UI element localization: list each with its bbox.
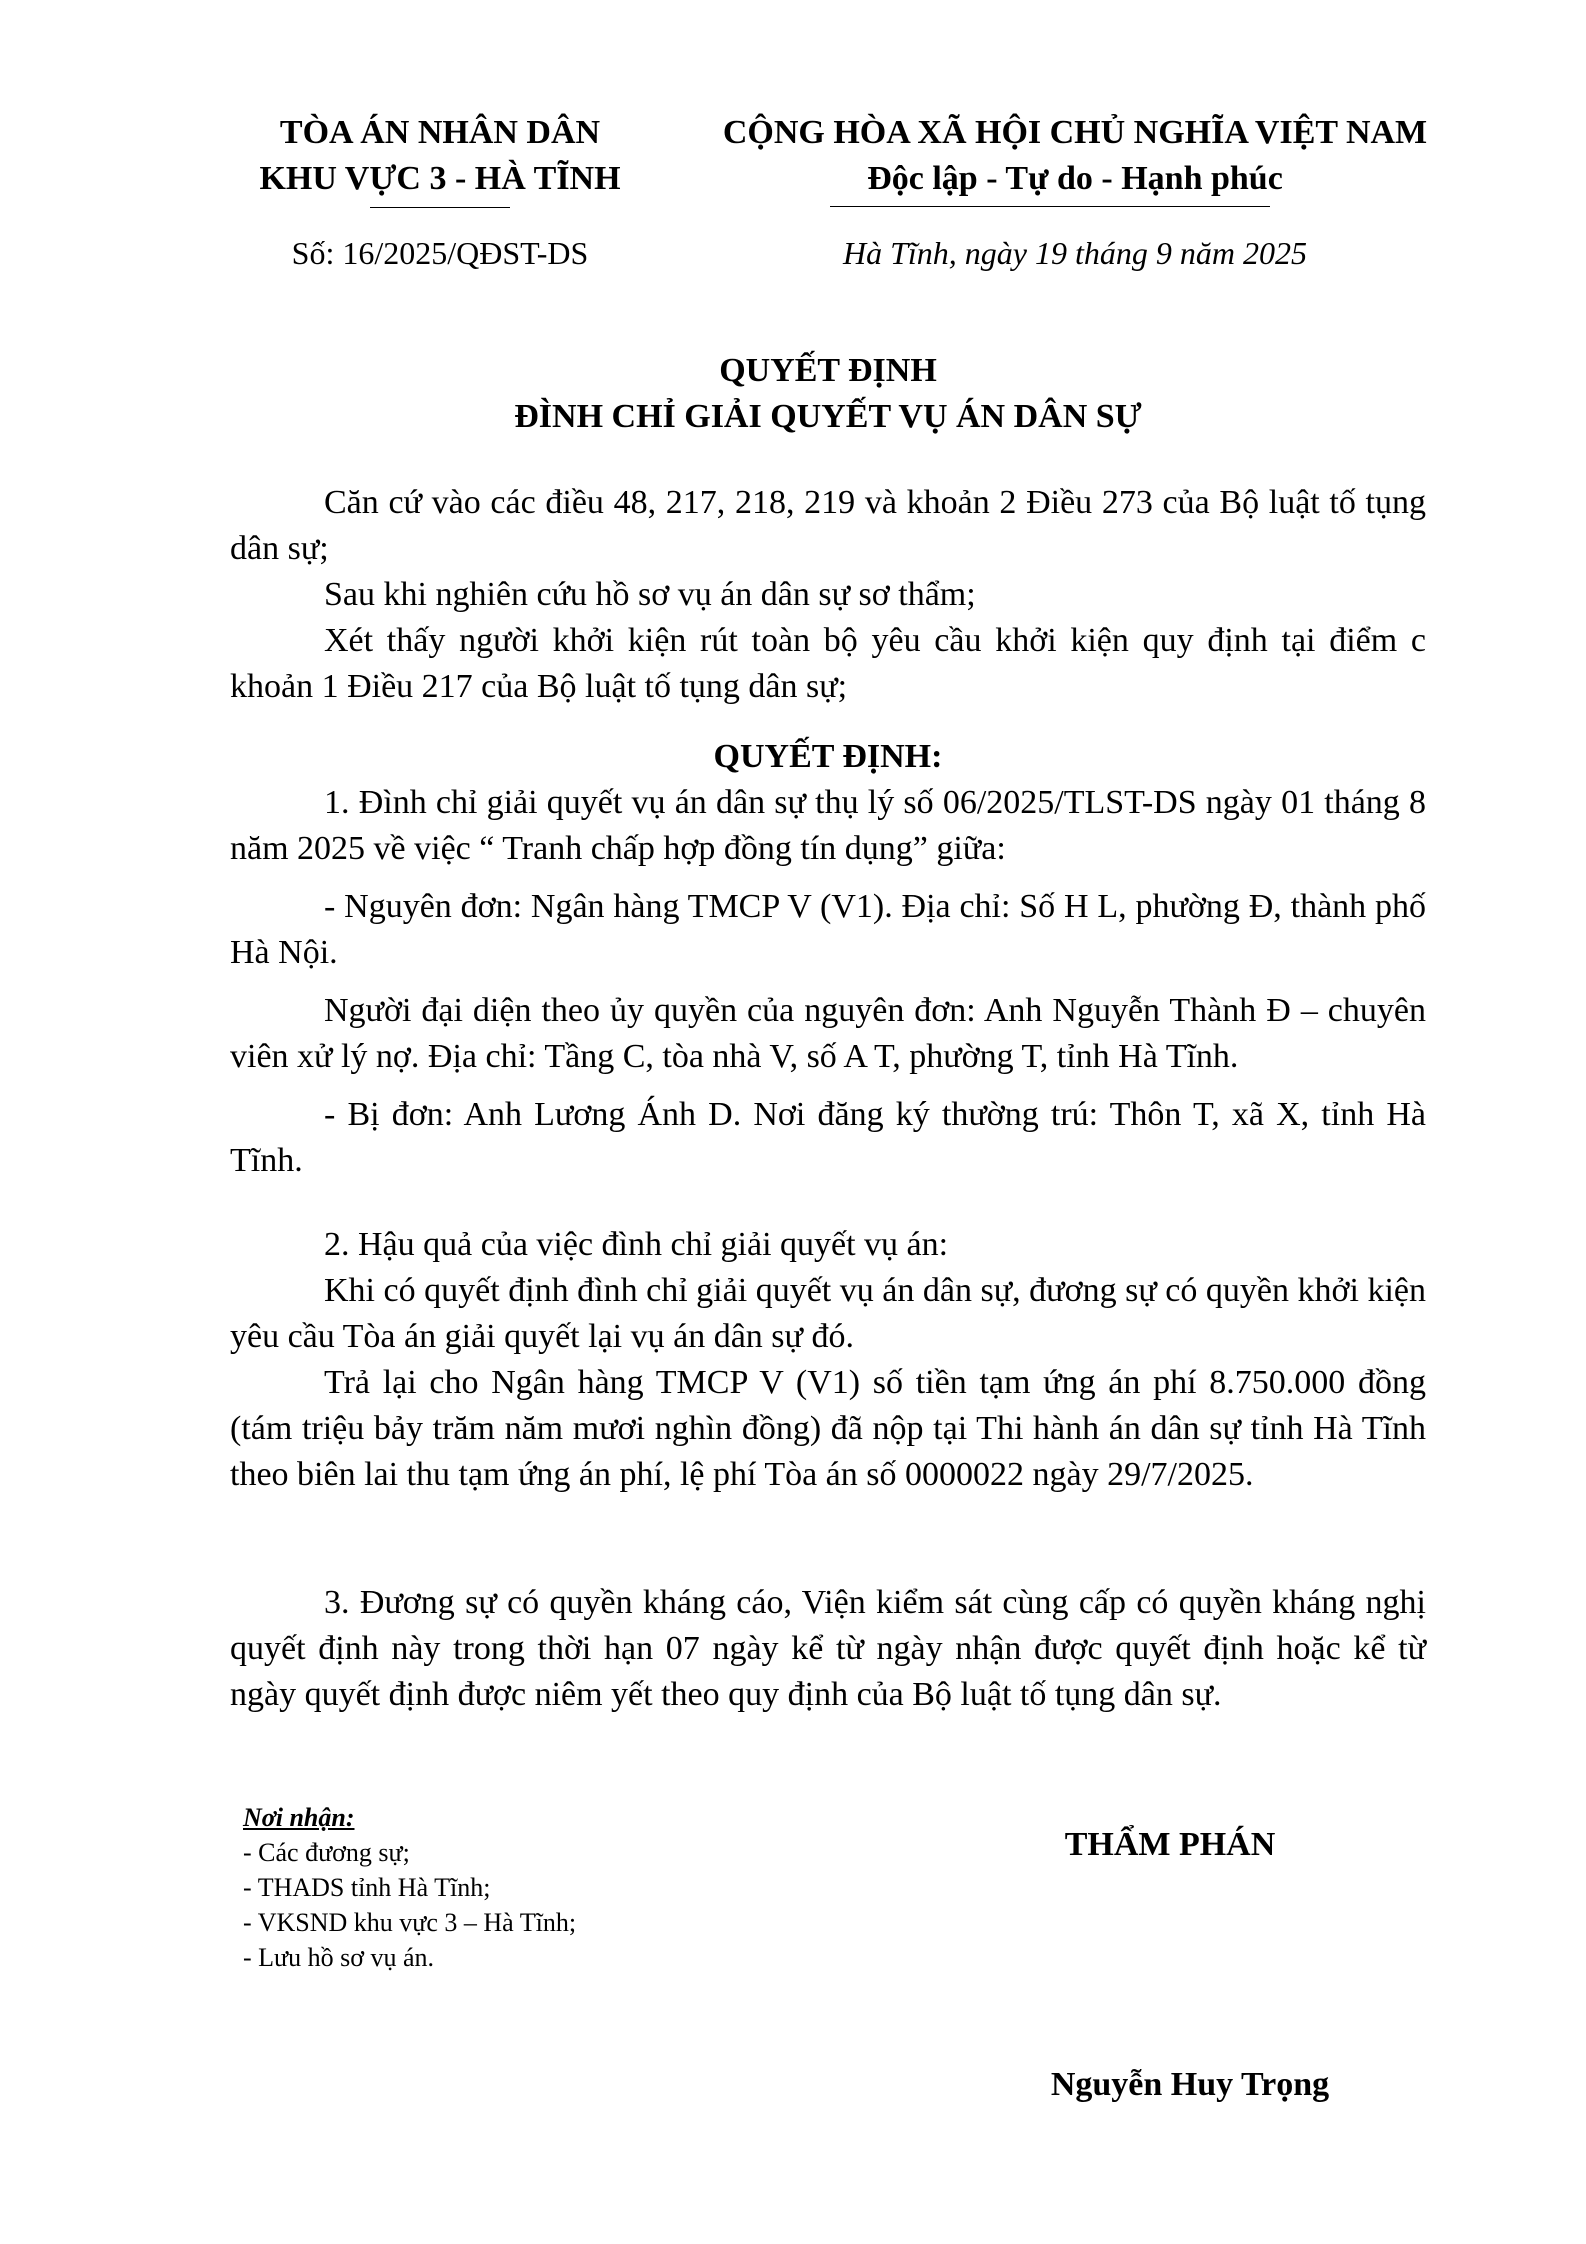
national-motto-underline [830, 206, 1270, 207]
court-name-underline [370, 207, 510, 208]
recipients-heading: Nơi nhận: [243, 1803, 355, 1832]
decision-heading: QUYẾT ĐỊNH: [713, 738, 943, 775]
preamble [230, 480, 1426, 710]
court-name-line2: KHU VỰC 3 - HÀ TĨNH [259, 160, 621, 197]
recipients [243, 1800, 576, 1975]
decision-item1-block [230, 780, 1426, 1184]
signer-name: Nguyễn Huy Trọng [1050, 2066, 1330, 2103]
decision-item2-right-to-sue: Khi có quyết định đình chỉ giải quyết vụ án dân sự, đương sự có quyền khởi kiện yêu cầu Tòa án giải quyết lại vụ án dân sự đó. [230, 1272, 1426, 1355]
signer-role: THẨM PHÁN [1064, 1826, 1276, 1863]
national-name: CỘNG HÒA XÃ HỘI CHỦ NGHĨA VIỆT NAM [722, 114, 1428, 151]
place-date: Hà Tĩnh, ngày 19 tháng 9 năm 2025 [843, 235, 1307, 271]
title-line1: QUYẾT ĐỊNH [719, 352, 937, 389]
recipient-item: - THADS tỉnh Hà Tĩnh; [243, 1873, 491, 1902]
defendant: - Bị đơn: Anh Lương Ánh D. Nơi đăng ký thường trú: Thôn T, xã X, tỉnh Hà Tĩnh. [230, 1096, 1426, 1179]
decision-item2-block [230, 1222, 1426, 1498]
court-name-block [220, 110, 660, 202]
national-motto: Độc lập - Tự do - Hạnh phúc [867, 160, 1283, 197]
court-name-line1: TÒA ÁN NHÂN DÂN [279, 114, 601, 151]
preamble-consideration: Xét thấy người khởi kiện rút toàn bộ yêu cầu khởi kiện quy định tại điểm c khoản 1 Điều 217 của Bộ luật tố tụng dân sự; [230, 622, 1426, 705]
title-line2: ĐÌNH CHỈ GIẢI QUYẾT VỤ ÁN DÂN SỰ [514, 398, 1142, 435]
document-number: Số: 16/2025/QĐST-DS [291, 235, 589, 271]
decision-item1: 1. Đình chỉ giải quyết vụ án dân sự thụ lý số 06/2025/TLST-DS ngày 01 tháng 8 năm 2025 về việc “ Tranh chấp hợp đồng tín dụng” giữa: [230, 784, 1426, 867]
national-motto-block [690, 110, 1460, 202]
document-title [230, 348, 1426, 440]
preamble-legal-basis: Căn cứ vào các điều 48, 217, 218, 219 và khoản 2 Điều 273 của Bộ luật tố tụng dân sự; [230, 484, 1426, 567]
preamble-review: Sau khi nghiên cứu hồ sơ vụ án dân sự sơ thẩm; [324, 576, 976, 613]
decision-item2-fee-refund: Trả lại cho Ngân hàng TMCP V (V1) số tiền tạm ứng án phí 8.750.000 đồng (tám triệu bảy trăm năm mươi nghìn đồng) đã nộp tại Thi hành án dân sự tỉnh Hà Tĩnh theo biên lai thu tạm ứng án phí, lệ phí Tòa án số 0000022 ngày 29/7/2025. [230, 1364, 1426, 1493]
recipient-item: - Các đương sự; [243, 1838, 410, 1867]
decision-item3: 3. Đương sự có quyền kháng cáo, Viện kiểm sát cùng cấp có quyền kháng nghị quyết định này trong thời hạn 07 ngày kể từ ngày nhận được quyết định hoặc kể từ ngày quyết định được niêm yết theo quy định của Bộ luật tố tụng dân sự. [230, 1584, 1426, 1713]
decision-item3-block [230, 1580, 1426, 1718]
recipient-item: - Lưu hồ sơ vụ án. [243, 1943, 435, 1972]
recipient-item: - VKSND khu vực 3 – Hà Tĩnh; [243, 1908, 577, 1937]
decision-item2: 2. Hậu quả của việc đình chỉ giải quyết vụ án: [324, 1226, 949, 1263]
plaintiff-representative: Người đại diện theo ủy quyền của nguyên đơn: Anh Nguyễn Thành Đ – chuyên viên xử lý nợ. Địa chỉ: Tầng C, tòa nhà V, số A T, phường T, tỉnh Hà Tĩnh. [230, 992, 1426, 1075]
plaintiff: - Nguyên đơn: Ngân hàng TMCP V (V1). Địa chỉ: Số H L, phường Đ, thành phố Hà Nội. [230, 888, 1426, 971]
